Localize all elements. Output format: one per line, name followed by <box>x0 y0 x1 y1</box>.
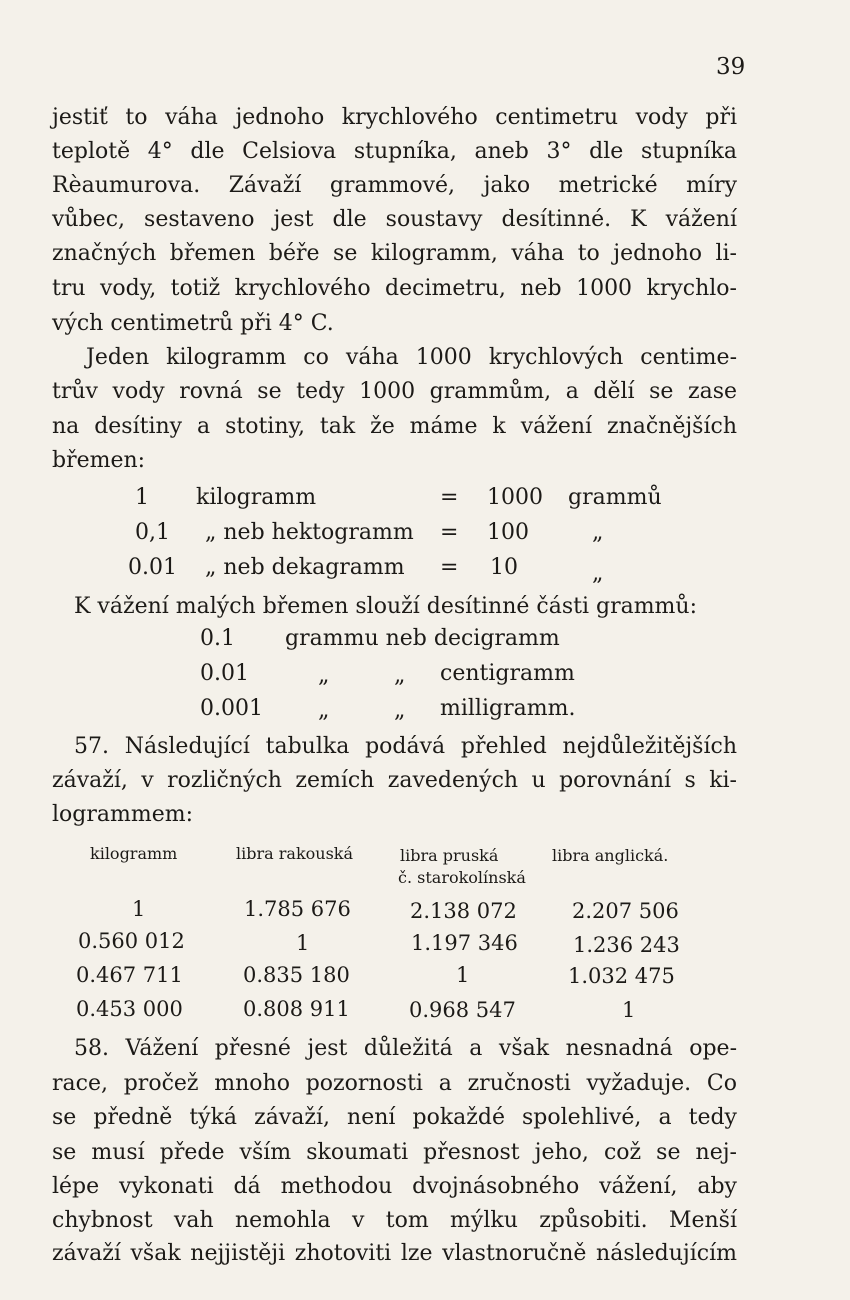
text-line: chybnost vah nemohla v tom mýlku způsobiti. Menší <box>52 1208 737 1233</box>
text-line: teplotě 4° dle Celsiova stupníka, aneb 3° dle stupníka <box>52 139 737 164</box>
text-line: vých centimetrů při 4° C. <box>52 311 334 336</box>
text-line: Jeden kilogramm co váha 1000 krychlových centime- <box>86 345 737 370</box>
text-line: se předně týká závaží, není pokaždé spolehlivé, a tedy <box>52 1105 737 1130</box>
unit-name: grammu neb decigramm <box>285 626 560 651</box>
equals-sign: = <box>440 485 459 510</box>
table-cell: 1 <box>296 931 310 955</box>
unit-name: centigramm <box>440 661 575 686</box>
table-cell: 2.207 506 <box>572 899 679 923</box>
table-cell: 1 <box>132 897 146 921</box>
table-header: kilogramm <box>90 844 178 863</box>
table-cell: 0.560 012 <box>78 929 185 953</box>
unit-factor: 0,1 <box>135 520 170 545</box>
text-line: závaží, v rozličných zemích zavedených u porovnání s ki- <box>52 768 737 793</box>
table-cell: 1 <box>456 963 470 987</box>
ditto-mark: „ <box>394 698 406 723</box>
table-subheader: č. starokolínská <box>398 868 526 887</box>
table-cell: 1.236 243 <box>573 933 680 957</box>
table-cell: 0.835 180 <box>243 963 350 987</box>
table-cell: 0.808 911 <box>243 997 350 1021</box>
table-cell: 1 <box>622 998 636 1022</box>
unit-factor: 0.001 <box>200 696 263 721</box>
unit-name: „ neb hektogramm <box>205 520 414 545</box>
unit-factor: 0.1 <box>200 626 235 651</box>
unit-factor: 1 <box>135 485 149 510</box>
text-line: 58. Vážení přesné jest důležitá a však nesnadná ope- <box>74 1036 737 1061</box>
equals-sign: = <box>440 520 459 545</box>
table-cell: 0.453 000 <box>76 997 183 1021</box>
ditto-mark: „ <box>318 663 330 688</box>
unit-factor: 0.01 <box>128 555 177 580</box>
text-line: vůbec, sestaveno jest dle soustavy desítinné. K vážení <box>52 207 737 232</box>
unit-name: „ neb dekagramm <box>205 555 405 580</box>
text-line: na desítiny a stotiny, tak že máme k vážení značnějších <box>52 414 737 439</box>
table-header: libra anglická. <box>552 846 669 865</box>
page-number: 39 <box>716 54 746 80</box>
unit-name: kilogramm <box>196 485 317 510</box>
text-line: se musí přede vším skoumati přesnost jeho, což se nej- <box>52 1140 737 1165</box>
unit-label: grammů <box>568 485 662 510</box>
text-line: značných břemen béře se kilogramm, váha to jednoho li- <box>52 241 737 266</box>
text-line: tru vody, totiž krychlového decimetru, neb 1000 krychlo- <box>52 276 737 301</box>
text-line: břemen: <box>52 448 146 473</box>
table-cell: 0.467 711 <box>76 963 183 987</box>
unit-value: 100 <box>487 520 529 545</box>
unit-value: 1000 <box>487 485 543 510</box>
unit-factor: 0.01 <box>200 661 249 686</box>
small-units-intro: K vážení malých břemen slouží desítinné části grammů: <box>74 594 698 619</box>
unit-name: milligramm. <box>440 696 576 721</box>
text-line: trův vody rovná se tedy 1000 grammům, a dělí se zase <box>52 379 737 404</box>
table-cell: 1.785 676 <box>244 897 351 921</box>
table-cell: 0.968 547 <box>409 998 516 1022</box>
table-cell: 2.138 072 <box>410 899 517 923</box>
table-cell: 1.197 346 <box>411 931 518 955</box>
text-line: lépe vykonati dá methodou dvojnásobného vážení, aby <box>52 1174 737 1199</box>
text-line: logrammem: <box>52 802 194 827</box>
ditto-mark: „ <box>394 663 406 688</box>
equals-sign: = <box>440 555 459 580</box>
ditto-mark: „ <box>592 561 604 586</box>
unit-value: 10 <box>490 555 518 580</box>
text-line: 57. Následující tabulka podává přehled nejdůležitějších <box>74 734 737 759</box>
ditto-mark: „ <box>318 698 330 723</box>
text-line: race, pročež mnoho pozornosti a zručnosti vyžaduje. Co <box>52 1071 737 1096</box>
table-cell: 1.032 475 <box>568 964 675 988</box>
ditto-mark: „ <box>592 520 604 545</box>
table-header: libra pruská <box>400 846 499 865</box>
table-header: libra rakouská <box>236 844 354 863</box>
text-line: jestiť to váha jednoho krychlového centimetru vody při <box>52 105 737 130</box>
text-line: závaží však nejjistěji zhotoviti lze vlastnoručně následujícím <box>52 1241 737 1266</box>
text-line: Rèaumurova. Závaží grammové, jako metrické míry <box>52 173 737 198</box>
